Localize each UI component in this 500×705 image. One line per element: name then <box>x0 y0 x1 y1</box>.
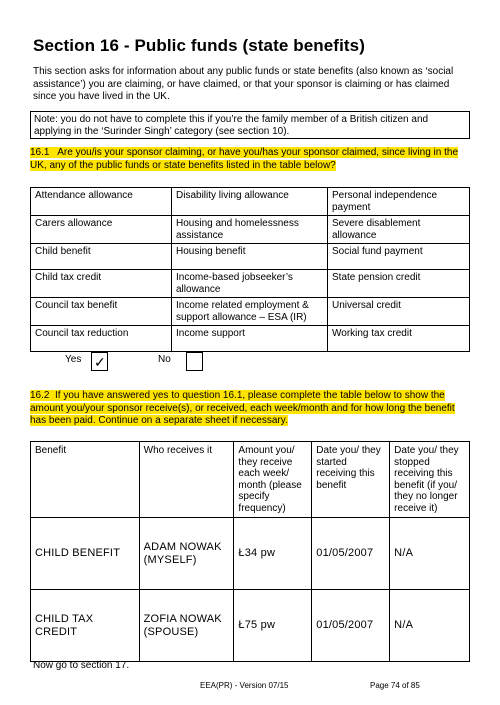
benefits-row <box>31 326 470 352</box>
answer-cell[interactable] <box>31 590 140 662</box>
benefit-name-cell: Carers allowance <box>31 216 172 244</box>
no-label: No <box>158 354 171 365</box>
answer-cell[interactable] <box>312 518 390 590</box>
answer-cell[interactable] <box>312 590 390 662</box>
benefit-name-cell: Social fund payment <box>328 244 470 270</box>
handwritten-answer: N/A <box>394 619 414 631</box>
answer-cell[interactable] <box>234 590 312 662</box>
column-header: Date you/ they stopped receiving this benefit (if you/ they no longer receive it) <box>390 442 470 518</box>
handwritten-answer: Ł75 pw <box>238 619 276 631</box>
question-number: 16.1 <box>30 147 50 158</box>
column-header: Amount you/ they receive each week/ month (please specify frequency) <box>234 442 312 518</box>
handwritten-answer: N/A <box>394 547 414 559</box>
benefits-row <box>31 298 470 326</box>
next-section-instruction: Now go to section 17. <box>33 660 130 671</box>
benefits-row <box>31 216 470 244</box>
benefit-name-cell: Income related employment & support allowance – ESA (IR) <box>172 298 328 326</box>
question-text: If you have answered yes to question 16.1, please complete the table below to show the amount you/your sponsor receive(s), or received, each week/month and for how long the benefit has been paid. Continue on a separate sheet if necessary. <box>30 390 455 426</box>
handwritten-answer: 01/05/2007 <box>316 547 374 559</box>
question-text: Are you/is your sponsor claiming, or have you/has your sponsor claimed, since living in the UK, any of the public funds or state benefits listed in the table below? <box>30 147 459 171</box>
answer-cell[interactable] <box>390 590 470 662</box>
handwritten-answer: ADAM NOWAK (MYSELF) <box>143 540 222 566</box>
benefit-name-cell: Child tax credit <box>31 270 172 298</box>
question-16-1 <box>30 147 470 172</box>
answer-cell[interactable] <box>139 590 234 662</box>
handwritten-answer: ZOFIA NOWAK (SPOUSE) <box>143 612 222 638</box>
benefit-name-cell: Child benefit <box>31 244 172 270</box>
section-intro: This section asks for information about any public funds or state benefits (also known as ‘social assistance’) you are claiming, or have claimed, or that your sponsor is claiming or has claimed since you have lived in the UK. <box>33 66 454 102</box>
benefit-name-cell: Attendance allowance <box>31 188 172 216</box>
section-title: Section 16 - Public funds (state benefits) <box>33 36 365 55</box>
benefit-name-cell: Income-based jobseeker’s allowance <box>172 270 328 298</box>
benefit-name-cell: Housing benefit <box>172 244 328 270</box>
page-number: Page 74 of 85 <box>370 681 420 690</box>
yes-checkbox[interactable] <box>91 352 108 371</box>
benefit-name-cell: Council tax reduction <box>31 326 172 352</box>
benefit-name-cell: Severe disablement allowance <box>328 216 470 244</box>
benefits-row <box>31 188 470 216</box>
section-note: Note: you do not have to complete this if you’re the family member of a British citizen and applying in the ‘Surinder Singh’ category (see section 10). <box>30 111 470 139</box>
benefit-name-cell: State pension credit <box>328 270 470 298</box>
handwritten-answer: 01/05/2007 <box>316 619 374 631</box>
handwritten-answer: CHILD BENEFIT <box>35 547 121 559</box>
check-mark-icon: ✓ <box>94 354 106 370</box>
benefit-name-cell: Disability living allowance <box>172 188 328 216</box>
handwritten-answer: CHILD TAX CREDIT <box>35 612 94 638</box>
no-checkbox[interactable] <box>186 352 203 371</box>
question-16-2 <box>30 390 470 428</box>
benefits-row <box>31 244 470 270</box>
question-number: 16.2 <box>30 390 50 401</box>
table-row <box>31 518 470 590</box>
benefits-list-table <box>30 187 470 352</box>
table-row <box>31 590 470 662</box>
column-header: Benefit <box>31 442 140 518</box>
benefit-amounts-table <box>30 441 470 662</box>
handwritten-answer: Ł34 pw <box>238 547 276 559</box>
answer-cell[interactable] <box>139 518 234 590</box>
benefit-name-cell: Housing and homelessness assistance <box>172 216 328 244</box>
benefit-name-cell: Working tax credit <box>328 326 470 352</box>
benefit-name-cell: Personal independence payment <box>328 188 470 216</box>
answer-cell[interactable] <box>31 518 140 590</box>
benefit-name-cell: Income support <box>172 326 328 352</box>
answer-cell[interactable] <box>234 518 312 590</box>
benefit-name-cell: Council tax benefit <box>31 298 172 326</box>
column-header: Who receives it <box>139 442 234 518</box>
column-header: Date you/ they started receiving this benefit <box>312 442 390 518</box>
answer-cell[interactable] <box>390 518 470 590</box>
benefit-name-cell: Universal credit <box>328 298 470 326</box>
yes-label: Yes <box>65 354 82 365</box>
form-version: EEA(PR) - Version 07/15 <box>200 681 289 690</box>
benefits-row <box>31 270 470 298</box>
